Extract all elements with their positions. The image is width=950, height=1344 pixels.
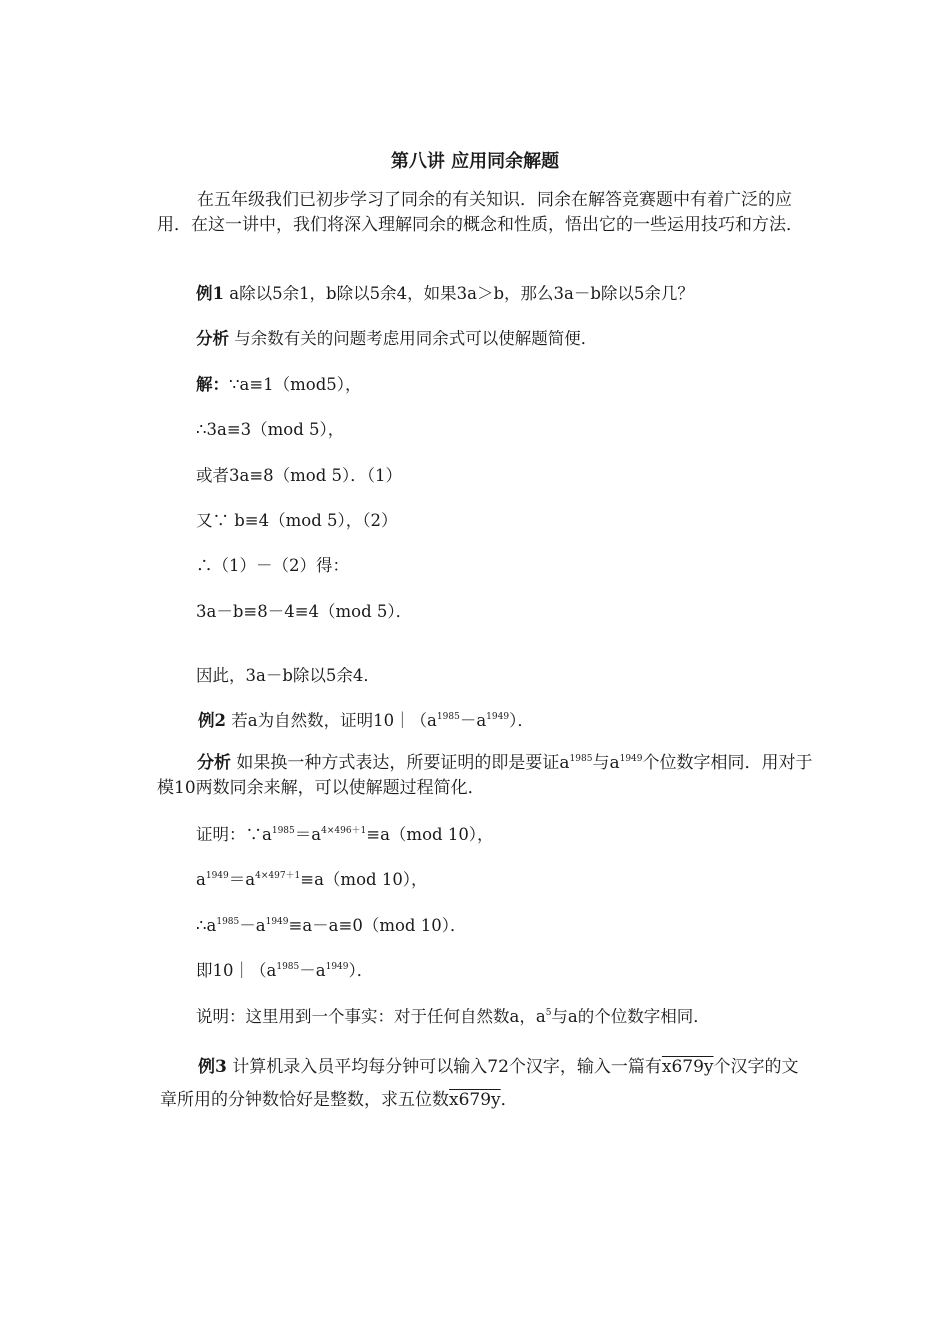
example-2-label: 例2: [198, 711, 226, 730]
proof-line-1: 证明：$\because a^{1985}=a^{4\times 496+1}\equiv a(mod$ 10），: [196, 825, 494, 844]
example-1-analysis: 分析 与余数有关的问题考虑用同余式可以使解题简便．: [196, 329, 598, 348]
solution-line-3: 或者3a≡8（mod 5）．（1）: [196, 466, 403, 485]
solution-line-2: ∴3a≡3（mod 5），: [196, 420, 345, 439]
example-3-question: 例3 计算机录入员平均每分钟可以输入72个汉字，输入一篇有x679y个汉字的文章所用的分钟数恰好是整数，求五位数x679y．: [160, 1057, 799, 1110]
proof-line-4: 即$10|(a^{1985}-a^{1949})$．: [196, 961, 374, 980]
solution-line-4: 又∵ b≡4（mod 5），（2）: [196, 511, 398, 530]
solution-label: 解：: [196, 375, 229, 394]
analysis-label: 分析: [196, 329, 229, 348]
analysis-label: 分析: [197, 753, 231, 773]
example-1-conclusion: 因此，3a－b除以5余4．: [196, 666, 380, 685]
solution-line-5: ∴（1）－（2）得：: [196, 556, 349, 575]
page-title: 第八讲 应用同余解题: [390, 151, 560, 172]
example-2-analysis: 分析 如果换一种方式表达，所要证明的即是要证$a^{1985}$与$a^{1949}$个位数字相同．用对于模10两数同余来解，可以使解题过程简化．: [157, 753, 813, 798]
solution-line-1: 解：∵a≡1（mod5），: [196, 375, 362, 394]
example-3-label: 例3: [198, 1057, 227, 1077]
intro-paragraph: 在五年级我们已初步学习了同余的有关知识．同余在解答竞赛题中有着广泛的应用．在这一讲中，我们将深入理解同余的概念和性质，悟出它的一些运用技巧和方法．: [157, 190, 803, 235]
example-2-question: 例2 若a为自然数，证明$10|(a^{1985}-a^{1949})$．: [198, 711, 534, 730]
proof-line-2: $a^{1949}=a^{4\times 497+1}\equiv a(mod$ 10），: [196, 870, 428, 889]
solution-line-6: 3a－b≡8－4≡4（mod 5）．: [196, 602, 413, 621]
proof-note: 说明：这里用到一个事实：对于任何自然数a，$a^5$与a的个位数字相同．: [196, 1007, 710, 1026]
proof-line-3: $\therefore a^{1985}-a^{1949}\equiv a-a\equiv 0(mod$ 10）．: [196, 916, 467, 935]
example-1-label: 例1: [196, 284, 224, 303]
example-1-question: 例1 a除以5余1，b除以5余4，如果3a＞b，那么3a－b除以5余几？: [196, 284, 694, 303]
overlined-number: x679y: [661, 1057, 714, 1077]
overlined-number: x679y: [449, 1090, 501, 1110]
